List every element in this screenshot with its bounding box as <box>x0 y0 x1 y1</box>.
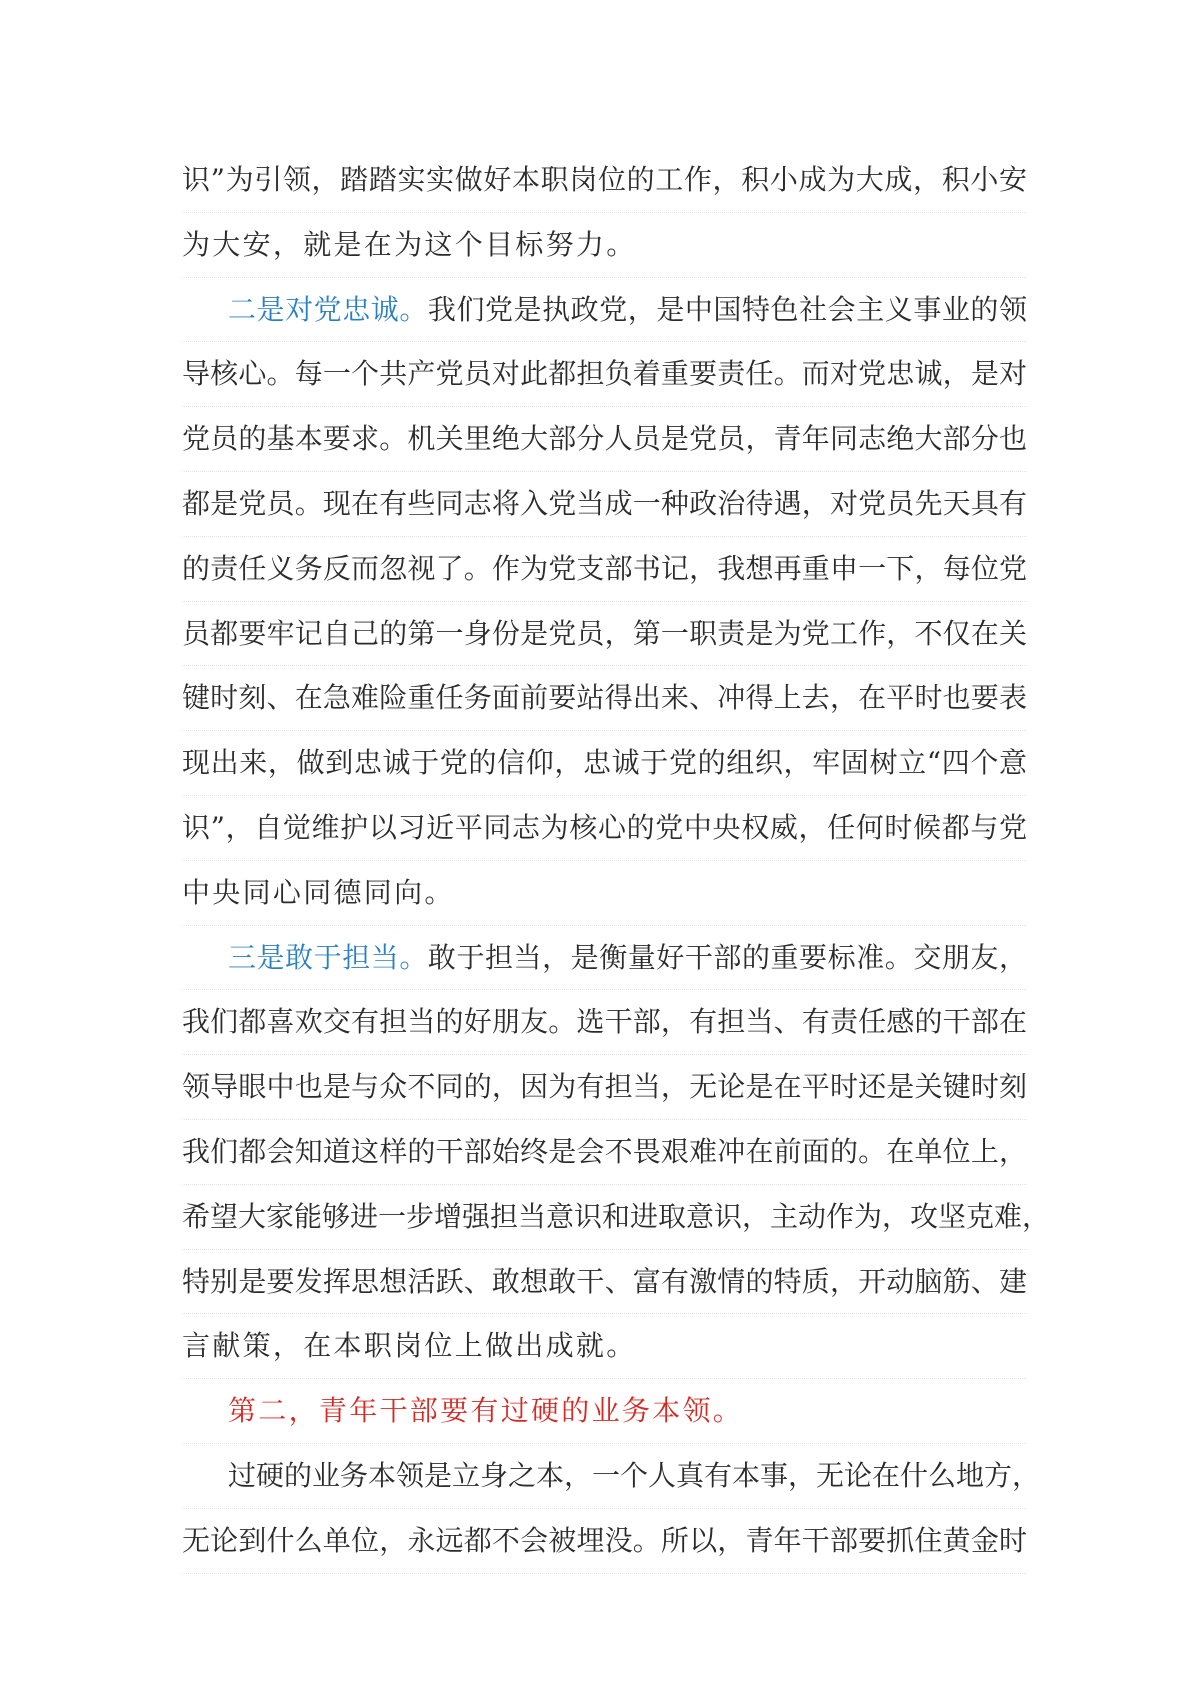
body-text: 的责任义务反而忽视了。作为党支部书记，我想再重申一下，每位党 <box>182 551 1027 585</box>
body-text: 言献策，在本职岗位上做出成就。 <box>182 1329 637 1363</box>
body-text: 过硬的业务本领是立身之本，一个人真有本事，无论在什么地方， <box>228 1458 1041 1492</box>
subheading-text: 三是敢于担当。 <box>228 940 428 974</box>
text-line <box>182 666 1027 731</box>
body-text: 我们党是执政党，是中国特色社会主义事业的领 <box>427 292 1027 326</box>
document-page <box>182 148 1051 1574</box>
text-line <box>182 537 1027 602</box>
text-line <box>182 926 1027 991</box>
text-line <box>182 213 1027 278</box>
body-text: 导核心。每一个共产党员对此都担负着重要责任。而对党忠诚，是对 <box>182 357 1027 391</box>
body-text: 识”，自觉维护以习近平同志为核心的党中央权威，任何时候都与党 <box>182 810 1027 844</box>
text-line <box>182 342 1027 407</box>
text-line <box>182 407 1027 472</box>
body-text: 我们都会知道这样的干部始终是会不畏艰难冲在前面的。在单位上， <box>182 1134 1027 1168</box>
body-text: 键时刻、在急难险重任务面前要站得出来、冲得上去，在平时也要表 <box>182 681 1027 715</box>
text-line <box>182 1250 1027 1315</box>
text-line <box>182 1444 1041 1509</box>
text-line <box>182 1509 1027 1574</box>
body-text: 党员的基本要求。机关里绝大部分人员是党员，青年同志绝大部分也 <box>182 422 1027 456</box>
text-line <box>182 472 1027 537</box>
text-line <box>182 1055 1027 1120</box>
text-line <box>182 861 1027 926</box>
body-text: 员都要牢记自己的第一身份是党员，第一职责是为党工作，不仅在关 <box>182 616 1027 650</box>
text-line <box>182 990 1027 1055</box>
body-text: 识”为引领，踏踏实实做好本职岗位的工作，积小成为大成，积小安 <box>182 163 1027 196</box>
text-line <box>182 1379 1027 1444</box>
section-heading-text: 第二，青年干部要有过硬的业务本领。 <box>228 1394 744 1428</box>
body-text: 无论到什么单位，永远都不会被埋没。所以，青年干部要抓住黄金时 <box>182 1523 1027 1557</box>
body-text: 希望大家能够进一步增强担当意识和进取意识，主动作为，攻坚克难， <box>182 1199 1051 1233</box>
text-line <box>182 731 1027 796</box>
body-text: 中央同心同德同向。 <box>182 875 455 909</box>
text-line <box>182 796 1027 861</box>
text-line <box>182 1314 1027 1379</box>
body-text: 都是党员。现在有些同志将入党当成一种政治待遇，对党员先天具有 <box>182 486 1027 520</box>
body-text: 为大安，就是在为这个目标努力。 <box>182 227 637 261</box>
subheading-text: 二是对党忠诚。 <box>228 292 428 326</box>
text-line <box>182 278 1027 343</box>
text-line <box>182 602 1027 667</box>
body-text: 现出来，做到忠诚于党的信仰，忠诚于党的组织，牢固树立“四个意 <box>182 746 1027 780</box>
body-text: 我们都喜欢交有担当的好朋友。选干部，有担当、有责任感的干部在 <box>182 1005 1027 1039</box>
body-text: 领导眼中也是与众不同的，因为有担当，无论是在平时还是关键时刻 <box>182 1070 1027 1104</box>
text-line <box>182 1120 1027 1185</box>
body-text: 敢于担当，是衡量好干部的重要标准。交朋友， <box>427 940 1027 974</box>
text-line <box>182 148 1027 213</box>
text-line <box>182 1185 1051 1250</box>
body-text: 特别是要发挥思想活跃、敢想敢干、富有激情的特质，开动脑筋、建 <box>182 1264 1027 1298</box>
